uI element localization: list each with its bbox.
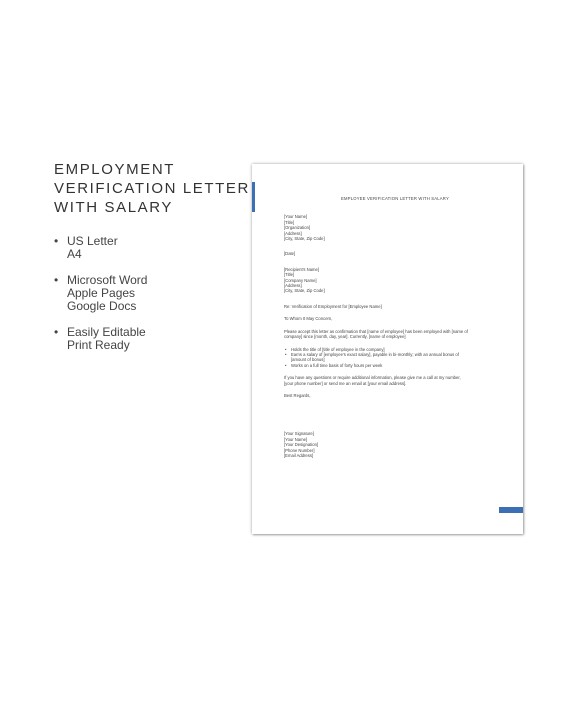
recipient-line: [City, State, Zip Code] [284, 288, 325, 294]
letter-content [284, 196, 506, 458]
letter-heading: EMPLOYEE VERIFICATION LETTER WITH SALARY [341, 196, 449, 201]
feature-text: Easily Editable [67, 325, 146, 339]
list-item: • Holds the title of [title of employee in the company] [284, 347, 506, 352]
feature-item-editable [54, 326, 234, 352]
bullet-icon: • [54, 234, 59, 248]
recipient-line: [Title] [284, 272, 295, 278]
paragraph-line: [your phone number] or send me an email at [your email address]. [284, 380, 407, 386]
feature-text: Apple Pages [67, 286, 136, 300]
feature-item-apps [54, 274, 234, 313]
bullet-icon: • [54, 273, 59, 287]
recipient-line: [Address] [284, 283, 302, 289]
feature-text: Print Ready [67, 338, 130, 352]
list-item-continuation: [amount of bonus] [291, 357, 325, 363]
sender-line: [City, State, Zip Code] [284, 236, 325, 242]
list-item: • Works on a full time basis of forty hours per week [284, 363, 506, 368]
accent-bar-bottom [499, 507, 523, 513]
accent-bar-top [252, 182, 255, 212]
feature-text: US Letter [67, 234, 118, 248]
bullet-icon: • [54, 325, 59, 339]
feature-text: Google Docs [67, 299, 137, 313]
product-title-line: VERIFICATION LETTER [54, 180, 250, 197]
date-line: [Date] [284, 251, 296, 257]
salutation: To Whom It May Concern, [284, 316, 333, 322]
document-preview [252, 164, 523, 534]
list-item: • Earns a salary of [employee's exact salary], payable in bi-monthly; with an annual bonus of [284, 352, 506, 357]
sender-line: [Your Name] [284, 214, 308, 220]
product-title [54, 160, 250, 217]
recipient-line: [Recipient's Name] [284, 266, 320, 272]
recipient-line: [Company Name] [284, 277, 317, 283]
feature-text: A4 [67, 247, 82, 261]
signature-line: [Your Designation] [284, 442, 319, 448]
signature-line: [Phone Number] [284, 447, 315, 453]
paragraph-line: If you have any questions or require additional information, please give me a call at my number, [284, 375, 461, 381]
product-title-line: EMPLOYMENT [54, 161, 176, 178]
paragraph-line: Please accept this letter as confirmation that [name of employee] has been employed with [name of [284, 328, 468, 334]
signature-line: [Email Address] [284, 452, 314, 458]
intro-paragraph [284, 329, 506, 340]
signature-line: [Your Signature] [284, 431, 314, 437]
feature-text: Microsoft Word [67, 273, 148, 287]
product-title-line: WITH SALARY [54, 199, 174, 216]
sender-line: [Address] [284, 230, 302, 236]
closing-paragraph [284, 375, 506, 386]
details-list [284, 347, 506, 369]
paragraph-line: company] since [month, day, year]. Currently, [name of employee] [284, 334, 406, 340]
subject-line: Re: Verification of Employment for [Employee Name] [284, 303, 382, 309]
feature-list [54, 235, 234, 352]
sender-line: [Organization] [284, 225, 311, 231]
signature-block [284, 431, 506, 458]
product-info [54, 160, 250, 365]
sender-line: [Title] [284, 219, 295, 225]
sender-block [284, 214, 506, 241]
feature-item-formats [54, 235, 234, 261]
recipient-block [284, 267, 506, 294]
signature-line: [Your Name] [284, 436, 308, 442]
closing: Best Regards, [284, 392, 311, 398]
